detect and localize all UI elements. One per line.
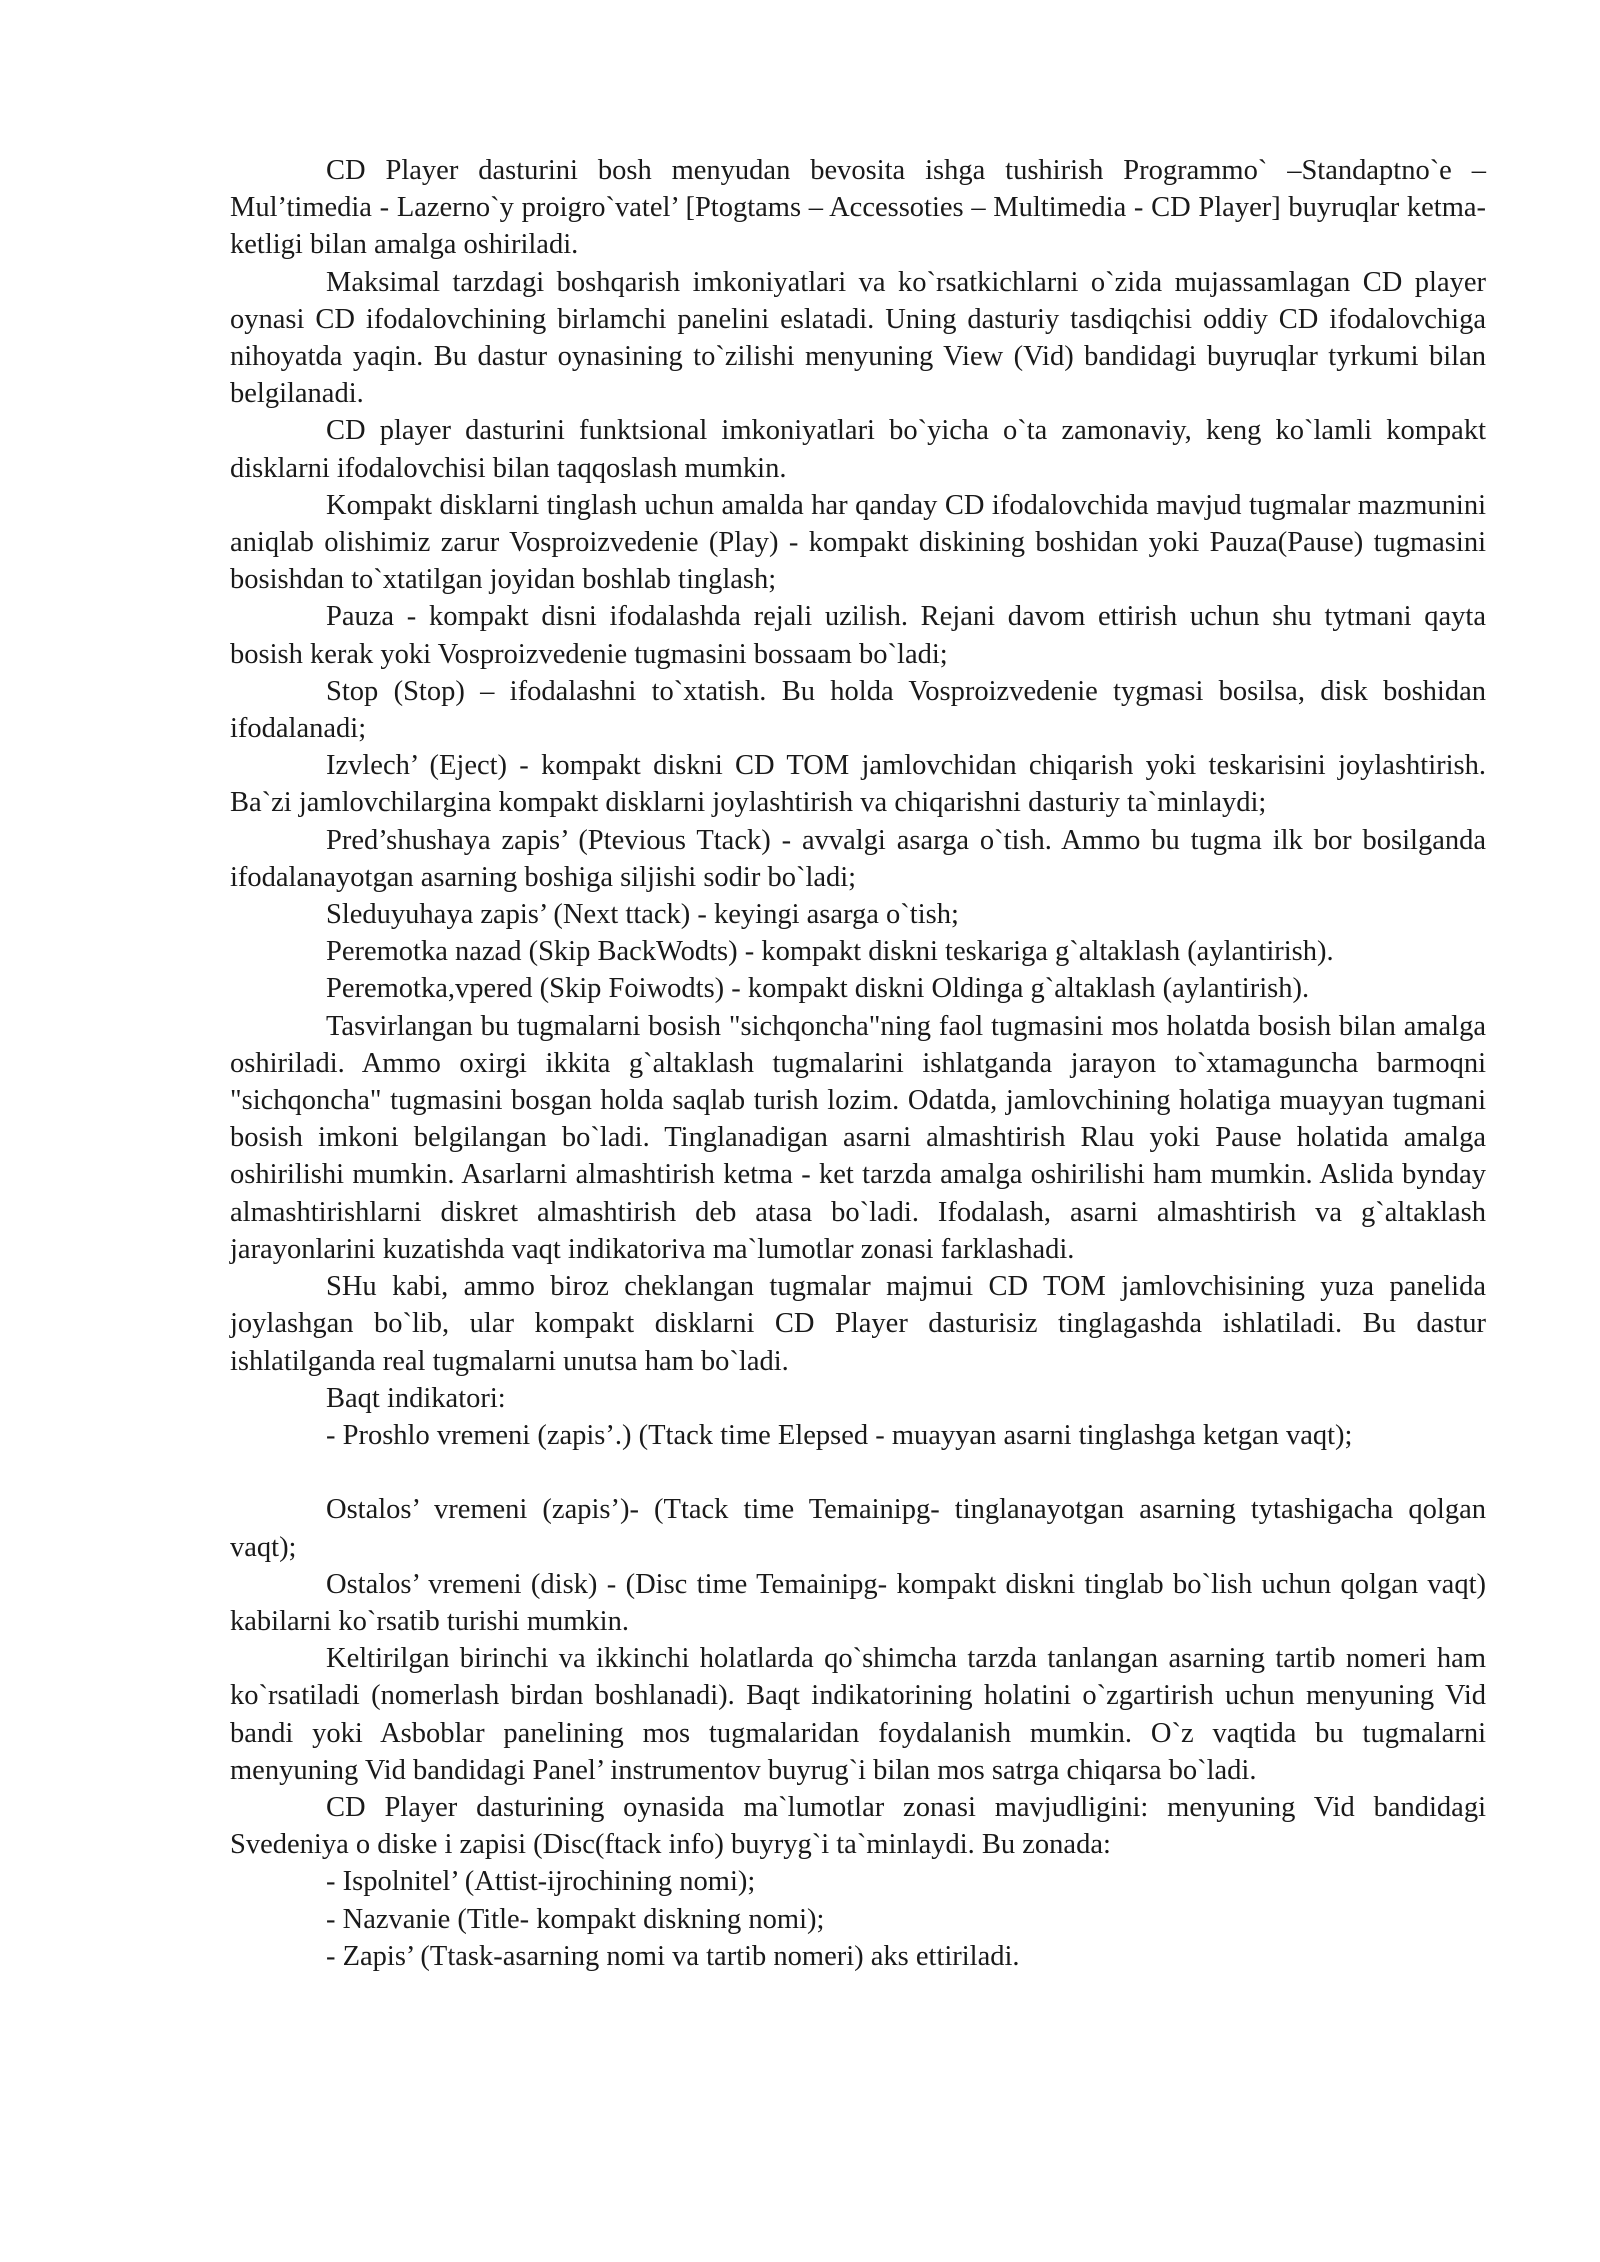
paragraph-cd-player-launch: CD Player dasturini bosh menyudan bevosita ishga tushirish Programmo` –Standaptno`e – Mul’timedia - Lazerno`y proigro`vatel’ [Ptogtams – Accessoties – Multimedia - CD Player] buyruqlar ketma-ketligi bilan amalga oshiriladi. xyxy=(230,155,1486,261)
list-item-title: - Nazvanie (Title- kompakt diskning nomi); xyxy=(326,1903,825,1935)
paragraph-disc-time-remaining: Ostalos’ vremeni (disk) - (Disc time Temainipg- kompakt diskni tinglab bo`lish uchun qolgan vaqt) kabilarni ko`rsatib turishi mumkin. xyxy=(230,1568,1486,1637)
paragraph-eject-button: Izvlech’ (Eject) - kompakt diskni CD TOM jamlovchidan chiqarish yoki teskarisini joylashtirish. Ba`zi jamlovchilargina kompakt disklarni joylashtirish va chiqarishni dasturiy ta`minlaydi; xyxy=(230,750,1486,819)
blank-line xyxy=(230,1454,1486,1491)
paragraph-stop-button: Stop (Stop) – ifodalashni to`xtatish. Bu holda Vosproizvedenie tygmasi bosilsa, disk boshidan ifodalanadi; xyxy=(230,675,1486,745)
paragraph-previous-track: Pred’shushaya zapis’ (Ptevious Ttack) - avvalgi asarga o`tish. Ammo bu tugma ilk bor bosilganda ifodalanayotgan asarning boshiga siljishi sodir bo`ladi; xyxy=(230,824,1486,893)
paragraph-hardware-buttons: SHu kabi, ammo biroz cheklangan tugmalar majmui CD TOM jamlovchisining yuza panelida joylashgan bo`lib, ular kompakt disklarni CD Player dasturisiz tinglagashda ishlatiladi. Bu dastur ishlatilganda real tugmalarni unutsa ham bo`ladi. xyxy=(230,1271,1486,1377)
paragraph-functional-capabilities: CD player dasturini funktsional imkoniyatlari bo`yicha o`ta zamonaviy, keng ko`lamli kompakt disklarni ifodalovchisi bilan taqqoslash mumkin. xyxy=(230,415,1486,484)
document-body xyxy=(230,152,1486,1975)
paragraph-track-time-remaining: Ostalos’ vremeni (zapis’)- (Ttack time Temainipg- tinglanayotgan asarning tytashigacha qolgan vaqt); xyxy=(230,1494,1486,1563)
list-item-track: - Zapis’ (Ttask-asarning nomi va tartib nomeri) aks ettiriladi. xyxy=(326,1940,1020,1972)
paragraph-time-indicator-heading: Baqt indikatori: xyxy=(326,1382,506,1414)
paragraph-cd-player-window: Maksimal tarzdagi boshqarish imkoniyatlari va ko`rsatkichlarni o`zida mujassamlagan CD player oynasi CD ifodalovchining birlamchi panelini eslatadi. Uning dasturiy tasdiqchisi oddiy CD ifodalovchiga nihoyatda yaqin. Bu dastur oynasining to`zilishi menyuning View (Vid) bandidagi buyruqlar tyrkumi bilan belgilanadi. xyxy=(230,266,1486,410)
paragraph-play-button: Kompakt disklarni tinglash uchun amalda har qanday CD ifodalovchida mavjud tugmalar mazmunini aniqlab olishimiz zarur Vosproizvedenie (Play) - kompakt diskining boshidan yoki Pauza(Pause) tugmasini bosishdan to`xtatilgan joyidan boshlab tinglash; xyxy=(230,489,1486,596)
paragraph-skip-backwards: Peremotka nazad (Skip BackWodts) - kompakt diskni teskariga g`altaklash (aylantirish). xyxy=(326,936,1334,968)
paragraph-next-track: Sleduyuhaya zapis’ (Next ttack) - keyingi asarga o`tish; xyxy=(326,899,959,931)
paragraph-info-zone: CD Player dasturining oynasida ma`lumotlar zonasi mavjudligini: menyuning Vid bandidagi Svedeniya o diske i zapisi (Disc(ftack info) buyryg`i ta`minlaydi. Bu zonada: xyxy=(230,1791,1486,1861)
paragraph-track-number-display: Keltirilgan birinchi va ikkinchi holatlarda qo`shimcha tarzda tanlangan asarning tartib nomeri ham ko`rsatiladi (nomerlash birdan boshlanadi). Baqt indikatorining holatini o`zgartirish uchun menyuning Vid bandi yoki Asboblar panelining mos tugmalaridan foydalanish mumkin. O`z vaqtida bu tugmalarni menyuning Vid bandidagi Panel’ instrumentov buyrug`i bilan mos satrga chiqarsa bo`ladi. xyxy=(230,1643,1486,1786)
list-item-artist: - Ispolnitel’ (Attist-ijrochining nomi); xyxy=(326,1866,756,1898)
paragraph-skip-forwards: Peremotka,vpered (Skip Foiwodts) - kompakt diskni Oldinga g`altaklash (aylantirish). xyxy=(326,973,1310,1005)
paragraph-mouse-buttons: Tasvirlangan bu tugmalarni bosish "sichqoncha"ning faol tugmasini mos holatda bosish bilan amalga oshiriladi. Ammo oxirgi ikkita g`altaklash tugmalarini ishlatganda jarayon to`xtamaguncha barmoqni "sichqoncha" tugmasini bosgan holda saqlab turish lozim. Odatda, jamlovchining holatiga muayyan tugmani bosish imkoni belgilangan bo`ladi. Tinglanadigan asarni almashtirish Rlau yoki Pause holatida amalga oshirilishi mumkin. Asarlarni almashtirish ketma - ket tarzda amalga oshirilishi ham mumkin. Aslida bynday almashtirishlarni diskret almashtirish deb atasa bo`ladi. Ifodalash, asarni almashtirish va g`altaklash jarayonlarini kuzatishda vaqt indikatoriva ma`lumotlar zonasi farklashadi. xyxy=(230,1010,1486,1265)
paragraph-pause-button: Pauza - kompakt disni ifodalashda rejali uzilish. Rejani davom ettirish uchun shu tytmani qayta bosish kerak yoki Vosproizvedenie tugmasini bossaam bo`ladi; xyxy=(230,601,1486,670)
paragraph-track-time-elapsed: - Proshlo vremeni (zapis’.) (Ttack time Elepsed - muayyan asarni tinglashga ketgan vaqt); xyxy=(326,1419,1353,1451)
